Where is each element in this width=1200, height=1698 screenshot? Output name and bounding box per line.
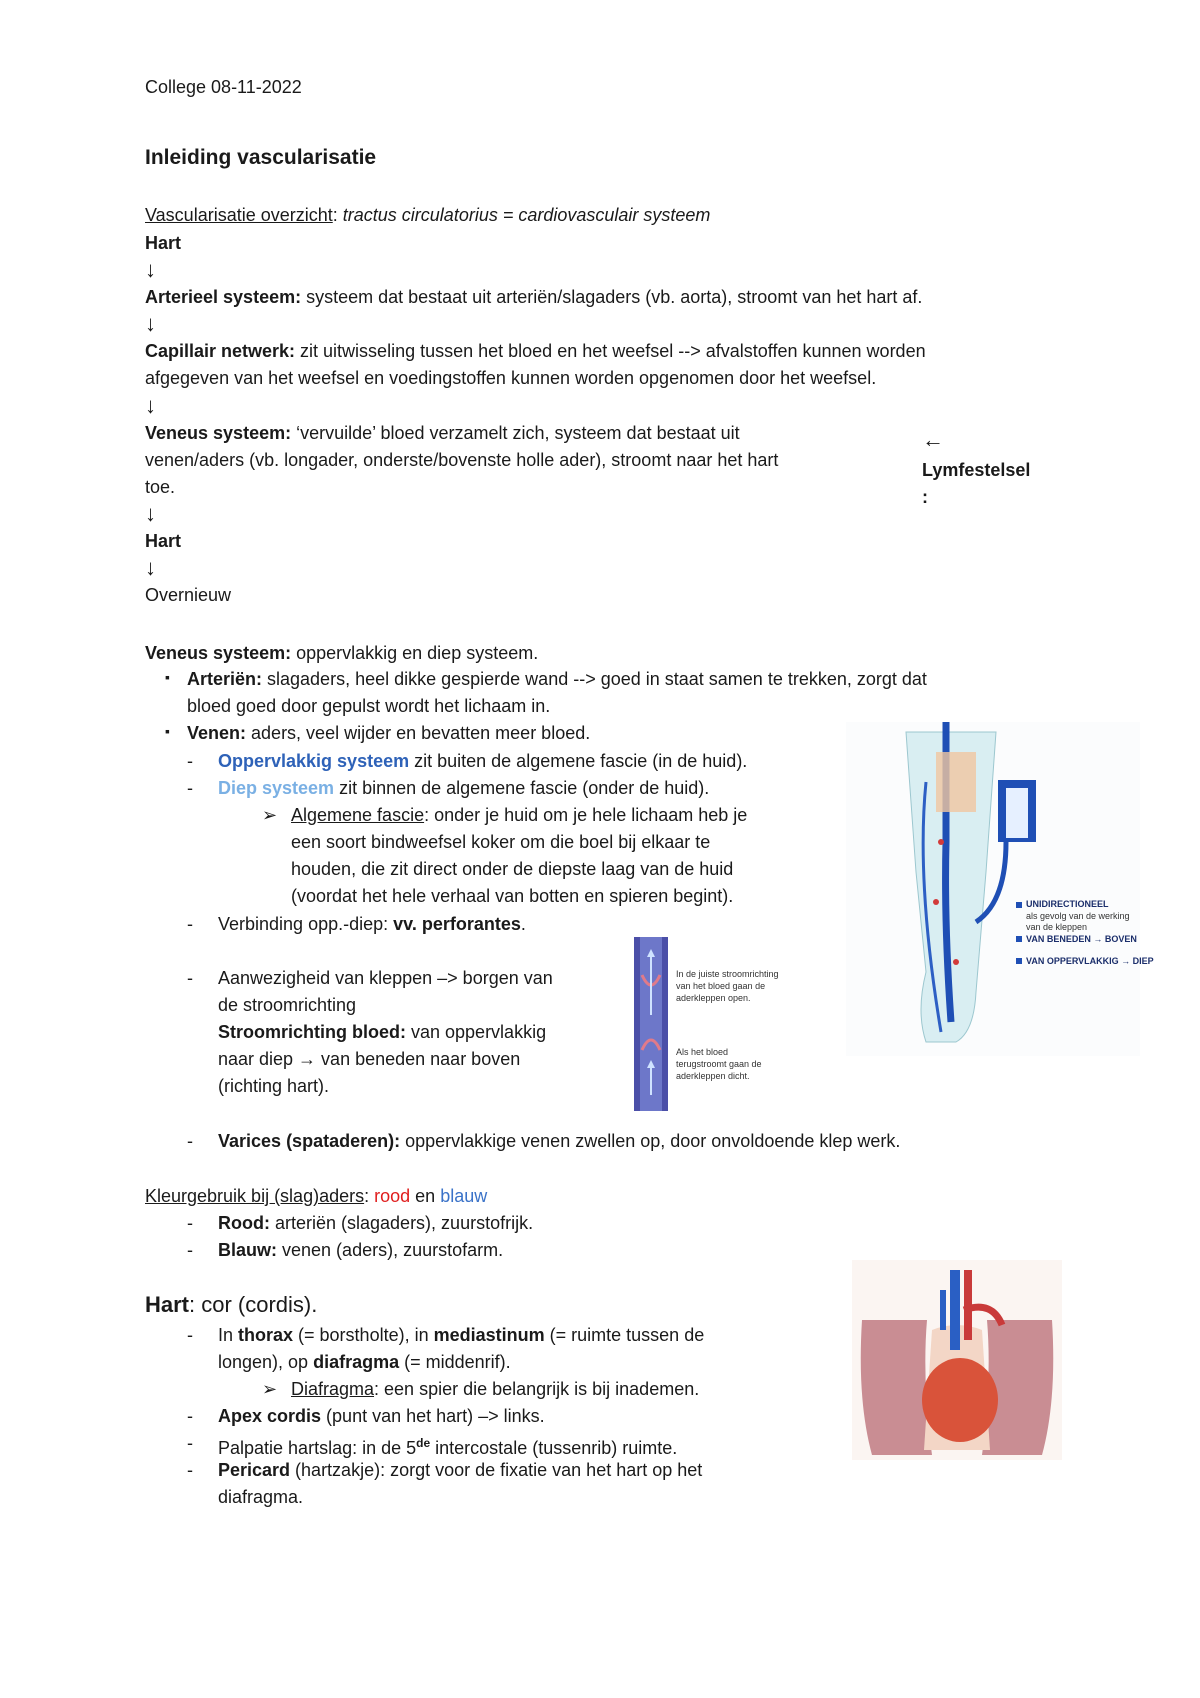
verbinding-item (218, 911, 526, 938)
kleur-label: Kleurgebruik bij (slag)aders (145, 1186, 365, 1206)
diafragma-text: : een spier die belangrijk is bij inademen. (374, 1379, 700, 1399)
hart-l2a: longen), op (218, 1352, 314, 1372)
stroomrichting-item (218, 1019, 546, 1046)
document-date: College 08-11-2022 (145, 77, 302, 97)
vein-valve-figure (630, 935, 806, 1113)
venen-text: aders, veel wijder en bevatten meer bloed. (246, 723, 591, 743)
kleur-blauw: blauw (440, 1186, 488, 1206)
diafragma-item (291, 1376, 699, 1403)
left-arrow-icon: ← (922, 427, 944, 452)
leg-legend-1c: van de kleppen (1026, 922, 1088, 932)
blauw-term: Blauw: (218, 1240, 278, 1260)
arterien-text-line2: bloed goed door gepulst wordt het lichaam in. (187, 696, 551, 716)
rood-item (218, 1210, 533, 1237)
venen-term: Venen: (187, 723, 247, 743)
capillair-text: zit uitwisseling tussen het bloed en het weefsel --> afvalstoffen kunnen worden (295, 341, 926, 361)
overview-hart-2: Hart (145, 531, 182, 551)
down-arrow-icon: ↓ (145, 393, 156, 418)
fascie-text-line3: houden, die zit direct onder de diepste laag van de huid (291, 859, 734, 879)
document-title: Inleiding vascularisatie (145, 146, 377, 169)
hart-heading-term: Hart (145, 1292, 190, 1317)
rood-text: arteriën (slagaders), zuurstofrijk. (269, 1213, 534, 1233)
valve-caption-line2: van het bloed gaan de (676, 981, 766, 991)
overview-hart: Hart (145, 233, 182, 253)
square-bullet-icon: ▪ (165, 723, 170, 739)
kleur-heading (145, 1183, 487, 1210)
valve-caption-line3: aderkleppen open. (676, 993, 751, 1003)
kleur-en: en (410, 1186, 441, 1206)
verbinding-text: Verbinding opp.-diep: (218, 914, 394, 934)
down-arrow-icon: ↓ (145, 257, 156, 282)
heart-thorax-illustration (852, 1260, 1062, 1460)
palpatie-text: Palpatie hartslag: in de 5 (218, 1438, 417, 1458)
veneus-text-line2: venen/aders (vb. longader, onderste/bovenste holle ader), stroomt naar het hart (145, 450, 779, 470)
oppervlakkig-item (218, 748, 747, 775)
stroomrichting-text: van oppervlakkig (406, 1022, 547, 1042)
overview-veneus (145, 420, 740, 447)
pericard-text: (hartzakje): zorgt voor de fixatie van het hart op het (290, 1460, 703, 1480)
stroomrichting-term: Stroomrichting bloed: (218, 1022, 406, 1042)
square-bullet-icon: ▪ (165, 669, 170, 685)
dash-bullet: - (187, 968, 193, 988)
veneus-text: ‘vervuilde’ bloed verzamelt zich, systeem dat bestaat uit (291, 423, 740, 443)
fascie-text-line2: een soort bindweefsel koker om die boel bij elkaar te (291, 832, 711, 852)
capillair-term: Capillair netwerk: (145, 341, 296, 361)
overview-capillair (145, 338, 926, 365)
dash-bullet: - (187, 778, 193, 798)
down-arrow-icon: ↓ (145, 311, 156, 336)
blauw-item (218, 1237, 503, 1264)
overview-overnieuw: Overnieuw (145, 585, 232, 605)
veneus-heading-text: oppervlakkig en diep systeem. (291, 643, 539, 663)
valve-caption-line4: Als het bloed (676, 1047, 729, 1057)
arterieel-text: systeem dat bestaat uit arteriën/slagaders (vb. aorta), stroomt van het hart af. (301, 287, 923, 307)
hart-l2c: (= middenrif). (399, 1352, 511, 1372)
verbinding-end: . (520, 914, 526, 934)
leg-legend-1b: als gevolg van de werking (1026, 911, 1130, 921)
overview-subtitle: tractus circulatorius = cardiovasculair systeem (342, 205, 711, 225)
lymfestelsel-colon: : (922, 487, 928, 507)
hart-heading (145, 1290, 317, 1320)
overview-heading (145, 202, 710, 229)
apex-text: (punt van het hart) –> links. (321, 1406, 545, 1426)
apex-term: Apex cordis (218, 1406, 322, 1426)
dash-bullet: - (187, 751, 193, 771)
fascie-term: Algemene fascie (291, 805, 425, 825)
dash-bullet: - (187, 1433, 193, 1453)
pericard-item (218, 1457, 702, 1484)
arterien-term: Arteriën: (187, 669, 263, 689)
stroomrichting-text-line3: (richting hart). (218, 1076, 330, 1096)
overview-colon: : (332, 205, 338, 225)
hart-line1 (218, 1322, 704, 1349)
down-arrow-icon: ↓ (145, 501, 156, 526)
diafragma-term: Diafragma (291, 1379, 375, 1399)
hart-thorax: thorax (238, 1325, 294, 1345)
stroomrichting-text-line2: naar diep → van beneden naar boven (218, 1049, 521, 1069)
verbinding-term: vv. perforantes (393, 914, 521, 934)
dash-bullet: - (187, 1213, 193, 1233)
kleur-rood: rood (374, 1186, 411, 1206)
palpatie-sup: de (416, 1436, 431, 1450)
dash-bullet: - (187, 914, 193, 934)
lymfestelsel-label: Lymfestelsel (922, 460, 1031, 480)
palpatie-text-end: intercostale (tussenrib) ruimte. (430, 1438, 678, 1458)
hart-l1c: (= borstholte), in (293, 1325, 434, 1345)
overview-arterieel (145, 284, 922, 311)
kleppen-text-line2: de stroomrichting (218, 995, 357, 1015)
capillair-text-line2: afgegeven van het weefsel en voedingstoffen kunnen worden opgenomen door het weefsel. (145, 368, 877, 388)
leg-legend-3: VAN OPPERVLAKKIG → DIEP (1026, 956, 1154, 966)
kleppen-text-line1: Aanwezigheid van kleppen –> borgen van (218, 968, 553, 988)
diep-item (218, 775, 709, 802)
heart-thorax-figure (852, 1260, 1062, 1460)
dash-bullet: - (187, 1460, 193, 1480)
overview-label: Vascularisatie overzicht (145, 205, 333, 225)
vein-valve-illustration (630, 935, 806, 1113)
down-arrow-icon: ↓ (145, 555, 156, 580)
fascie-text: : onder je huid om je hele lichaam heb je (424, 805, 748, 825)
venen-item (187, 720, 590, 747)
arrowhead-bullet-icon: ➢ (262, 1379, 278, 1399)
leg-veins-illustration (846, 722, 1140, 1056)
valve-caption-line6: aderkleppen dicht. (676, 1071, 750, 1081)
varices-item (218, 1128, 900, 1155)
hart-l1e: (= ruimte tussen de (544, 1325, 705, 1345)
veneus-heading-term: Veneus systeem: (145, 643, 292, 663)
veneus-term: Veneus systeem: (145, 423, 292, 443)
veneus-text-line3: toe. (145, 477, 176, 497)
apex-item (218, 1403, 545, 1430)
rood-term: Rood: (218, 1213, 270, 1233)
varices-text: oppervlakkige venen zwellen op, door onvoldoende klep werk. (400, 1131, 901, 1151)
hart-mediastinum: mediastinum (433, 1325, 545, 1345)
hart-heading-text: : cor (cordis). (189, 1292, 318, 1317)
hart-l1a: In (218, 1325, 239, 1345)
kleur-colon: : (364, 1186, 375, 1206)
hart-diafragma: diafragma (313, 1352, 400, 1372)
fascie-item (291, 802, 747, 829)
veneus-heading (145, 640, 538, 667)
arterieel-term: Arterieel systeem: (145, 287, 302, 307)
dash-bullet: - (187, 1240, 193, 1260)
arterien-item (187, 666, 927, 693)
dash-bullet: - (187, 1131, 193, 1151)
arrowhead-bullet-icon: ➢ (262, 805, 278, 825)
leg-legend-1a: UNIDIRECTIONEEL (1026, 899, 1109, 909)
blauw-text: venen (aders), zuurstofarm. (277, 1240, 504, 1260)
fascie-text-line4: (voordat het hele verhaal van botten en spieren begint). (291, 886, 734, 906)
dash-bullet: - (187, 1406, 193, 1426)
varices-term: Varices (spataderen): (218, 1131, 401, 1151)
pericard-term: Pericard (218, 1460, 291, 1480)
dash-bullet: - (187, 1325, 193, 1345)
diep-term: Diep systeem (218, 778, 335, 798)
pericard-text-line2: diafragma. (218, 1487, 304, 1507)
leg-veins-figure (846, 722, 1154, 1056)
oppervlakkig-text: zit buiten de algemene fascie (in de huid). (409, 751, 748, 771)
valve-caption-line5: terugstroomt gaan de (676, 1059, 762, 1069)
valve-caption-line1: In de juiste stroomrichting (676, 969, 779, 979)
oppervlakkig-term: Oppervlakkig systeem (218, 751, 410, 771)
diep-text: zit binnen de algemene fascie (onder de huid). (334, 778, 710, 798)
arterien-text: slagaders, heel dikke gespierde wand --> goed in staat samen te trekken, zorgt dat (262, 669, 927, 689)
leg-legend-2: VAN BENEDEN → BOVEN (1026, 934, 1137, 944)
hart-line2 (218, 1349, 511, 1376)
